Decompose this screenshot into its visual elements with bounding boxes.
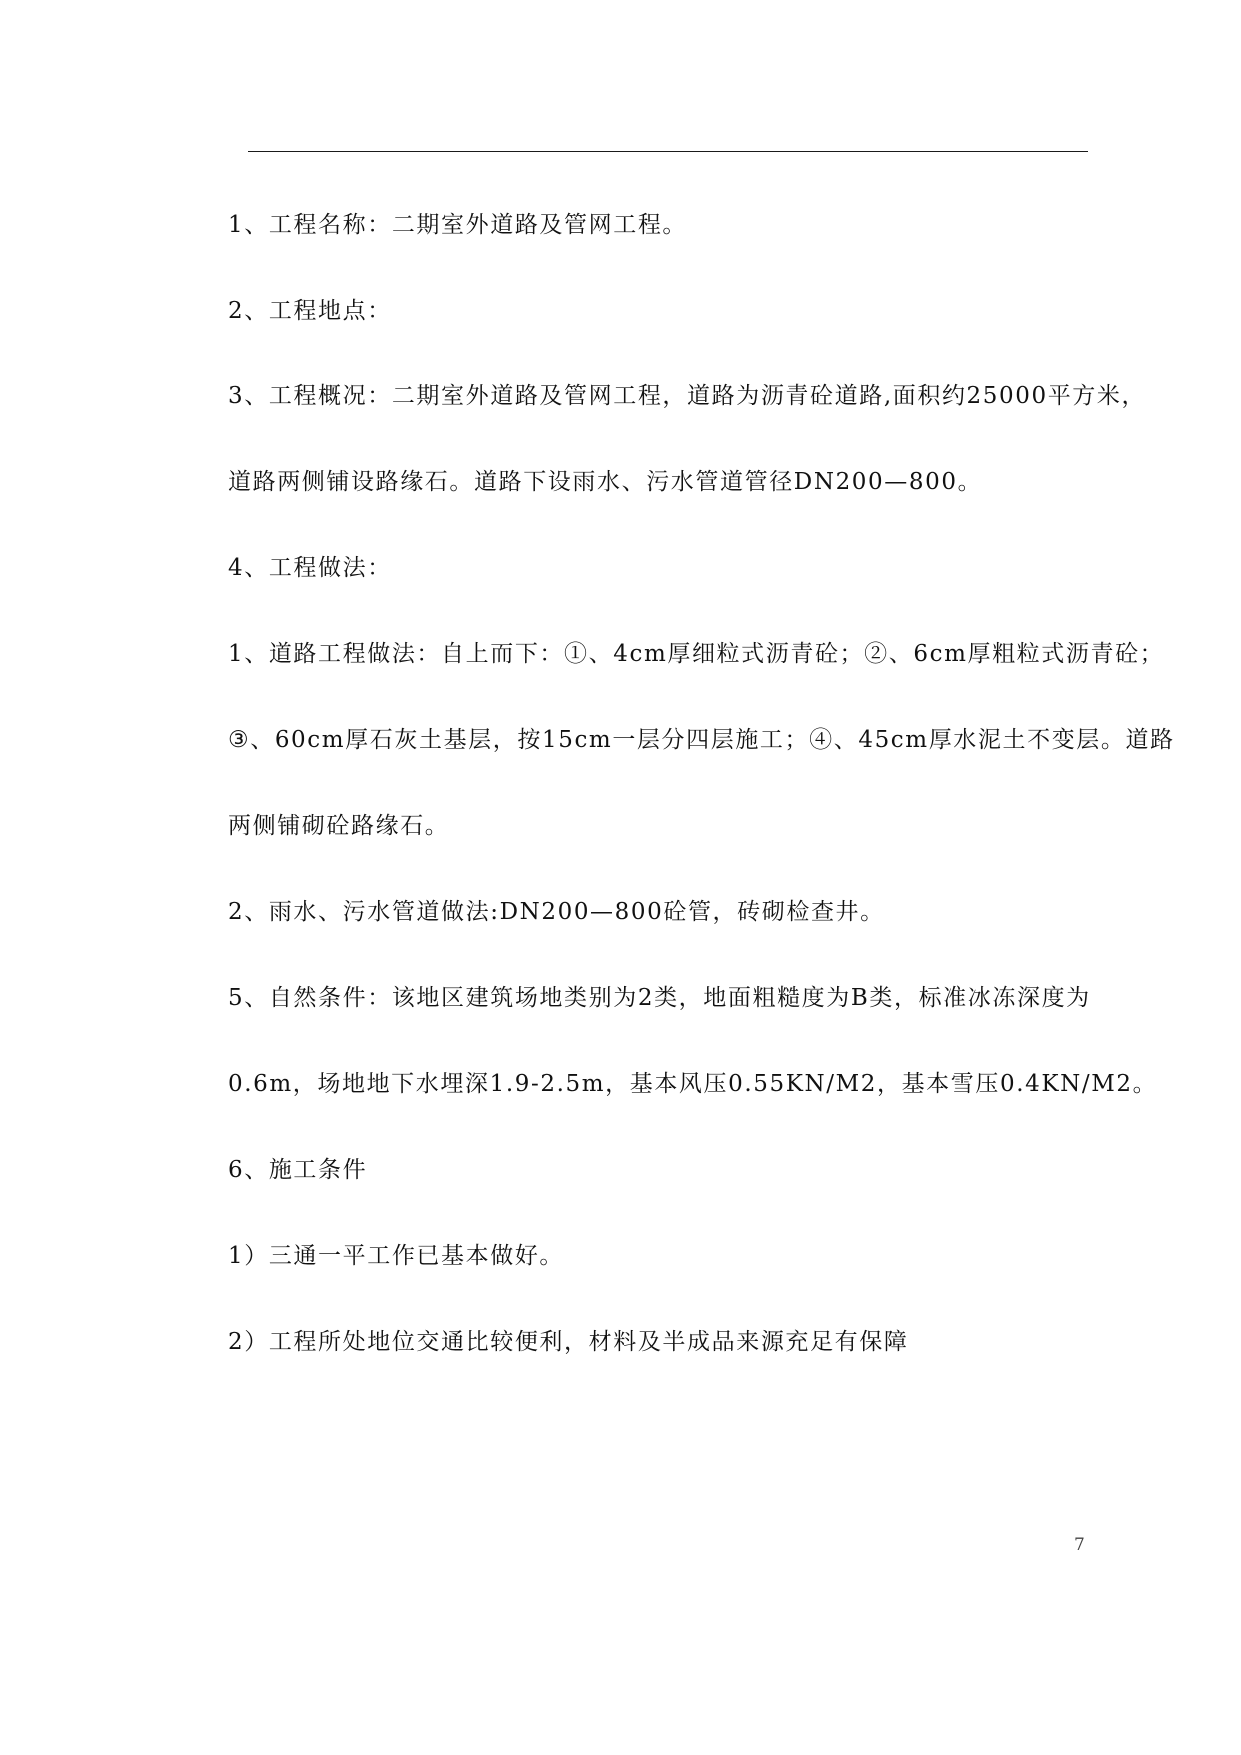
text-line-project-location: 2、工程地点： bbox=[228, 298, 392, 324]
text-line-project-overview: 3、工程概况：二期室外道路及管网工程，道路为沥青砼道路,面积约25000平方米， bbox=[228, 383, 1147, 409]
text-line-road-method-end: 两侧铺砌砼路缘石。 bbox=[228, 813, 450, 839]
text-line-road-method-cont: ③、60cm厚石灰土基层，按15cm一层分四层施工；④、45cm厚水泥土不变层。道路 bbox=[228, 727, 1175, 753]
header-rule bbox=[248, 151, 1088, 152]
text-line-project-overview-cont: 道路两侧铺设路缘石。道路下设雨水、污水管道管径DN200—800。 bbox=[228, 469, 983, 495]
text-line-condition-1: 1）三通一平工作已基本做好。 bbox=[228, 1243, 565, 1269]
text-line-project-name: 1、工程名称：二期室外道路及管网工程。 bbox=[228, 212, 688, 238]
text-line-pipe-method: 2、雨水、污水管道做法:DN200—800砼管，砖砌检查井。 bbox=[228, 899, 885, 925]
text-line-road-method: 1、道路工程做法：自上而下：①、4cm厚细粒式沥青砼；②、6cm厚粗粒式沥青砼； bbox=[228, 641, 1165, 667]
text-line-condition-2: 2）工程所处地位交通比较便利，材料及半成品来源充足有保障 bbox=[228, 1329, 909, 1355]
text-line-natural-conditions-cont: 0.6m，场地地下水埋深1.9-2.5m，基本风压0.55KN/M2，基本雪压0.4KN/M2。 bbox=[228, 1071, 1158, 1097]
text-line-construction-method-heading: 4、工程做法： bbox=[228, 555, 392, 581]
page-number: 7 bbox=[1074, 1535, 1085, 1555]
text-line-construction-conditions-heading: 6、施工条件 bbox=[228, 1157, 368, 1183]
text-line-natural-conditions: 5、自然条件：该地区建筑场地类别为2类，地面粗糙度为B类，标准冰冻深度为 bbox=[228, 985, 1091, 1011]
